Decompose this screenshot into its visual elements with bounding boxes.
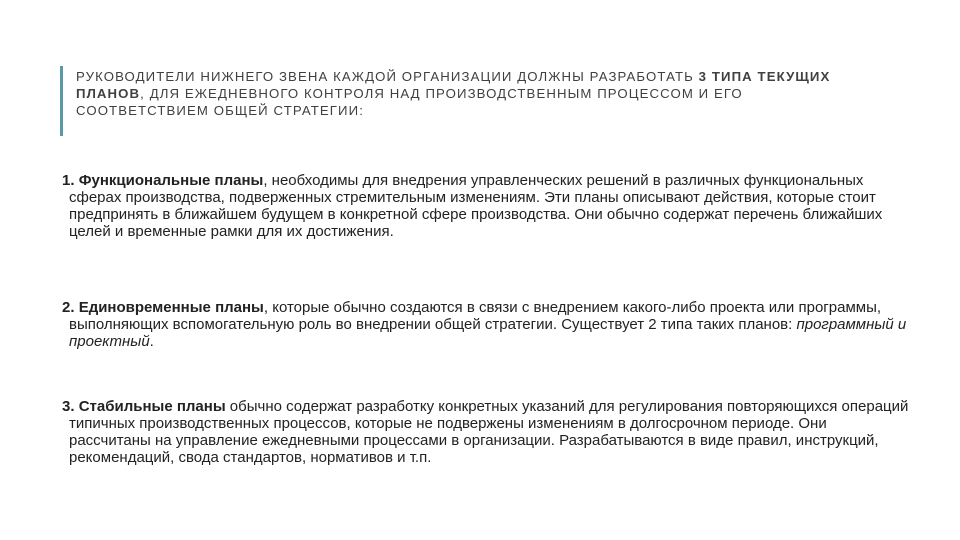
item-text: , которые обычно создаются в связи с внедрением какого-либо проекта или программы, выполняющих вспомогательную роль во внедрении общей стратегии. Существует 2 типа таких планов: (69, 299, 882, 333)
item-italic-text: программный и проектный (69, 316, 907, 350)
title-accent-bar (60, 66, 63, 136)
title-tail-text: , ДЛЯ ЕЖЕДНЕВНОГО КОНТРОЛЯ НАД ПРОИЗВОДСТВЕННЫМ ПРОЦЕССОМ И ЕГО СООТВЕТСТВИЕМ ОБЩЕЙ СТРАТЕГИИ: (76, 86, 743, 118)
plan-item-standing (62, 398, 909, 466)
plan-item-single-use (62, 299, 909, 350)
item-lead: Единовременные планы (78, 299, 264, 316)
item-number: 2. (62, 299, 79, 316)
item-lead: Функциональные планы (78, 172, 264, 189)
item-lead: Стабильные планы (78, 398, 226, 415)
plan-item-functional (62, 172, 909, 240)
item-text: обычно содержат разработку конкретных указаний для регулирования повторяющихся операций типичных производственных процессов, которые не подвержены изменениям в долгосрочном периоде. Они рассчитаны на управление ежедневными процессами в организации. Разрабатываются в виде правил, инструкций, рекомендаций, свода стандартов, нормативов и т.п. (69, 398, 909, 466)
slide-title (76, 68, 836, 119)
title-bold-text: 3 ТИПА ТЕКУЩИХ ПЛАНОВ (76, 69, 831, 101)
item-end: . (149, 333, 154, 350)
item-number: 3. (62, 398, 79, 415)
title-main-text: РУКОВОДИТЕЛИ НИЖНЕГО ЗВЕНА КАЖДОЙ ОРГАНИЗАЦИИ ДОЛЖНЫ РАЗРАБОТАТЬ (76, 69, 699, 84)
item-text: , необходимы для внедрения управленческих решений в различных функциональных сферах производства, подверженных стремительным изменениям. Эти планы описывают действия, которые стоит предпринять в ближайшем будущем в конкретной сфере производства. Они обычно содержат перечень ближайших целей и временные рамки для их достижения. (69, 172, 883, 240)
item-number: 1. (62, 172, 79, 189)
